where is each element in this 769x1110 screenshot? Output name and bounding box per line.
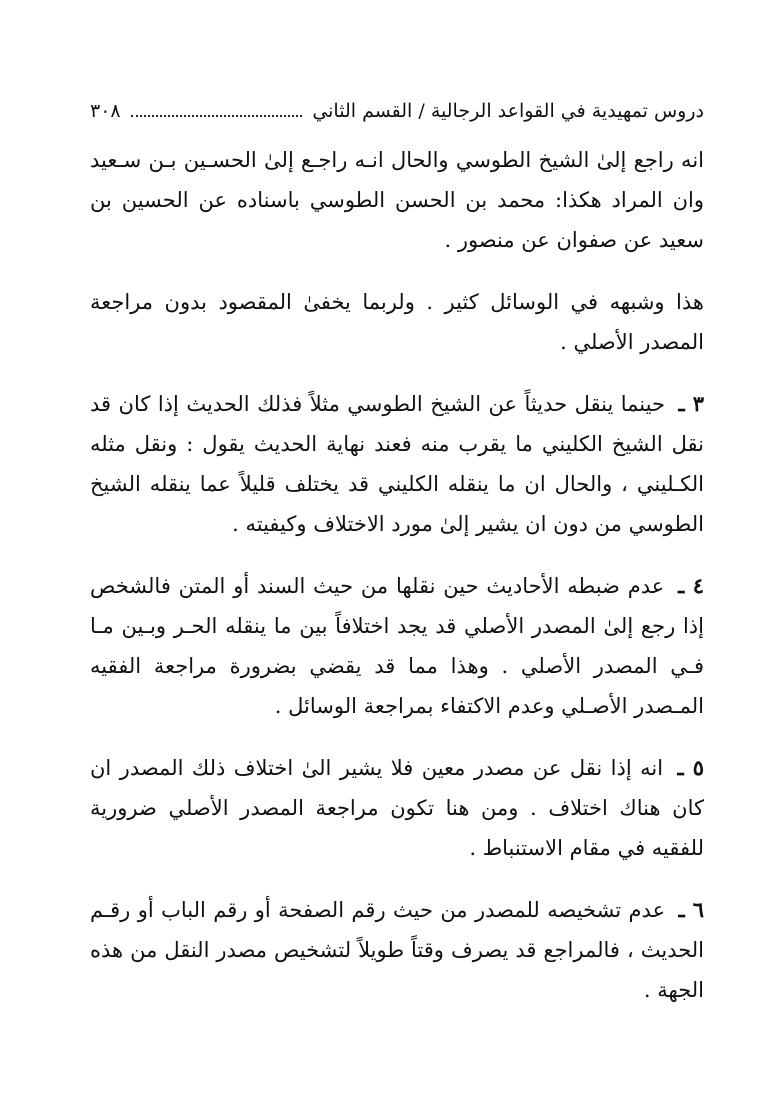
paragraph-item-4 bbox=[90, 566, 704, 726]
paragraph-note bbox=[90, 282, 704, 362]
paragraph-text: انه إذا نقل عن مصدر معين فلا يشير الىٰ اختلاف ذلك المصدر ان كان هناك اختلاف . ومن هنا تكون مراجعة المصدر الأصلي ضرورية للفقيه في مقام الاستنباط . bbox=[90, 756, 704, 860]
paragraph-item-6 bbox=[90, 890, 704, 1010]
paragraph-text: انه راجع إلىٰ الشيخ الطوسي والحال انـه راجـع إلىٰ الحسـين بـن سـعيد وان المراد هكذا: محمد بن الحسن الطوسي باسناده عن الحسين بن سعيد عن صفوان عن منصور . bbox=[90, 148, 704, 252]
paragraph-text: حينما ينقل حديثاً عن الشيخ الطوسي مثلاً فذلك الحديث إذا كان قد نقل الشيخ الكليني ما يقرب منه فعند نهاية الحديث يقول : ونقل مثله الكـليني ، والحال ان ما ينقله الكليني قد يختلف قليلاً عما ينقله الشيخ الطوسي من دون ان يشير إلىٰ مورد الاختلاف وكيفيته . bbox=[90, 392, 704, 536]
item-number: ٤ ـ bbox=[678, 573, 705, 598]
page-body bbox=[90, 140, 704, 1010]
header-leader-dots bbox=[131, 115, 303, 117]
paragraph-text: عدم تشخيصه للمصدر من حيث رقم الصفحة أو رقم الباب أو رقـم الحديث ، فالمراجع قد يصرف وقتاً طويلاً لتشخيص مصدر النقل من هذه الجهة . bbox=[90, 898, 704, 1002]
item-number: ٥ ـ bbox=[677, 755, 704, 780]
paragraph-continuation bbox=[90, 140, 704, 260]
item-number: ٦ ـ bbox=[678, 897, 704, 922]
book-page bbox=[90, 96, 704, 1032]
paragraph-text: هذا وشبهه في الوسائل كثير . ولربما يخفىٰ المقصود بدون مراجعة المصدر الأصلي . bbox=[90, 290, 704, 354]
page-number: ٣٠٨ bbox=[90, 100, 121, 122]
running-header bbox=[90, 96, 704, 126]
paragraph-text: عدم ضبطه الأحاديث حين نقلها من حيث السند أو المتن فالشخص إذا رجع إلىٰ المصدر الأصلي قد يجد اختلافاً بين ما ينقله الحـر وبـين مـا فـي المصدر الأصلي . وهذا مما قد يقضي بضرورة مراجعة الفقيه المـصدر الأصـلي وعدم الاكتفاء بمراجعة الوسائل . bbox=[90, 574, 704, 718]
header-title: دروس تمهيدية في القواعد الرجالية / القسم الثاني bbox=[312, 100, 704, 122]
paragraph-item-5 bbox=[90, 748, 704, 868]
paragraph-item-3 bbox=[90, 384, 704, 544]
item-number: ٣ ـ bbox=[678, 391, 704, 416]
